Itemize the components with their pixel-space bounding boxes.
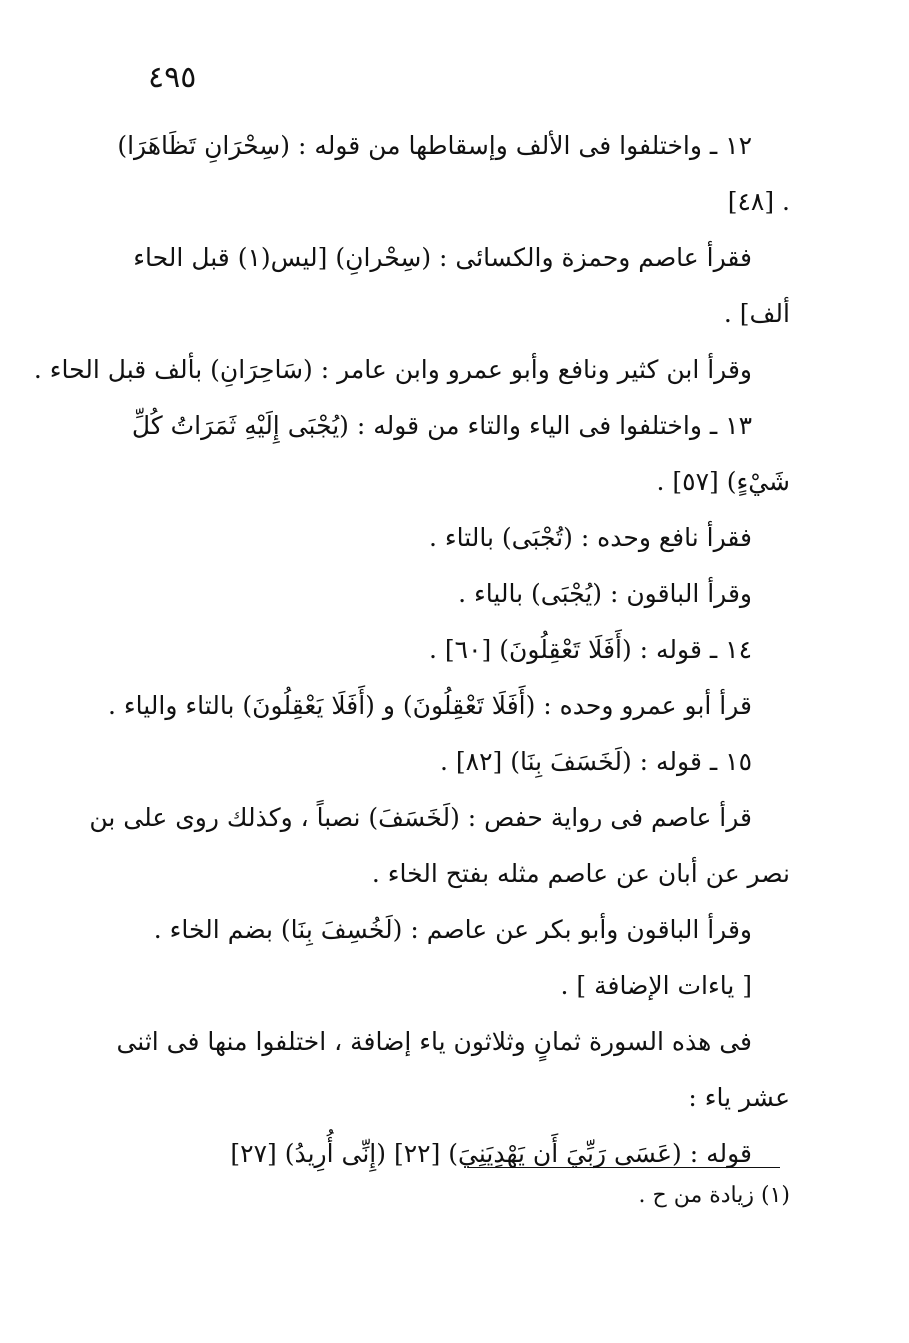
text-line: فقرأ عاصم وحمزة والكسائى : (سِحْرانِ) [ليس(١) قبل الحاء xyxy=(133,243,752,272)
text-line: ألف] . xyxy=(723,299,790,328)
text-line: عشر ياء : xyxy=(688,1083,790,1112)
text-line: فى هذه السورة ثمانٍ وثلاثون ياء إضافة ، اختلفوا منها فى اثنى xyxy=(116,1027,752,1056)
text-line: ١٤ ـ قوله : (أَفَلَا تَعْقِلُونَ) [٦٠] . xyxy=(429,635,752,664)
text-line: نصر عن أبان عن عاصم مثله بفتح الخاء . xyxy=(371,859,790,888)
text-line: وقرأ الباقون : (يُجْبَى) بالياء . xyxy=(458,579,752,608)
text-line: ١٣ ـ واختلفوا فى الياء والتاء من قوله : (يُجْبَى إِلَيْهِ ثَمَرَاتُ كُلِّ xyxy=(131,411,752,440)
text-line: ١٥ ـ قوله : (لَخَسَفَ بِنَا) [٨٢] . xyxy=(439,747,752,776)
text-line: قرأ عاصم فى رواية حفص : (لَخَسَفَ) نصباً ، وكذلك روى على بن xyxy=(89,803,752,832)
text-line: وقرأ الباقون وأبو بكر عن عاصم : (لَخُسِفَ بِنَا) بضم الخاء . xyxy=(153,915,752,944)
text-line: فقرأ نافع وحده : (تُجْبَى) بالتاء . xyxy=(428,523,752,552)
main-text xyxy=(33,118,790,1182)
footnote: (١) زيادة من ح . xyxy=(638,1183,790,1208)
text-line: ١٢ ـ واختلفوا فى الألف وإسقاطها من قوله : (سِحْرَانِ تَظَاهَرَا) xyxy=(117,131,752,160)
text-line: شَيْءٍ) [٥٧] . xyxy=(656,467,790,496)
text-line: وقرأ ابن كثير ونافع وأبو عمرو وابن عامر : (سَاحِرَانِ) بألف قبل الحاء . xyxy=(33,355,752,384)
text-line: قرأ أبو عمرو وحده : (أَفَلَا تَعْقِلُونَ) و (أَفَلَا يَعْقِلُونَ) بالتاء والياء . xyxy=(107,691,752,720)
section-heading: [ ياءات الإضافة ] . xyxy=(560,971,752,1000)
text-line: . [٤٨] xyxy=(727,187,790,216)
page-number: ٤٩٥ xyxy=(148,60,197,95)
text-line: قوله : (عَسَى رَبِّيَ أَن يَهْدِيَنِيَ) [٢٢] (إِنِّى أُرِيدُ) [٢٧] xyxy=(230,1139,752,1168)
footnote-divider xyxy=(468,1167,780,1168)
